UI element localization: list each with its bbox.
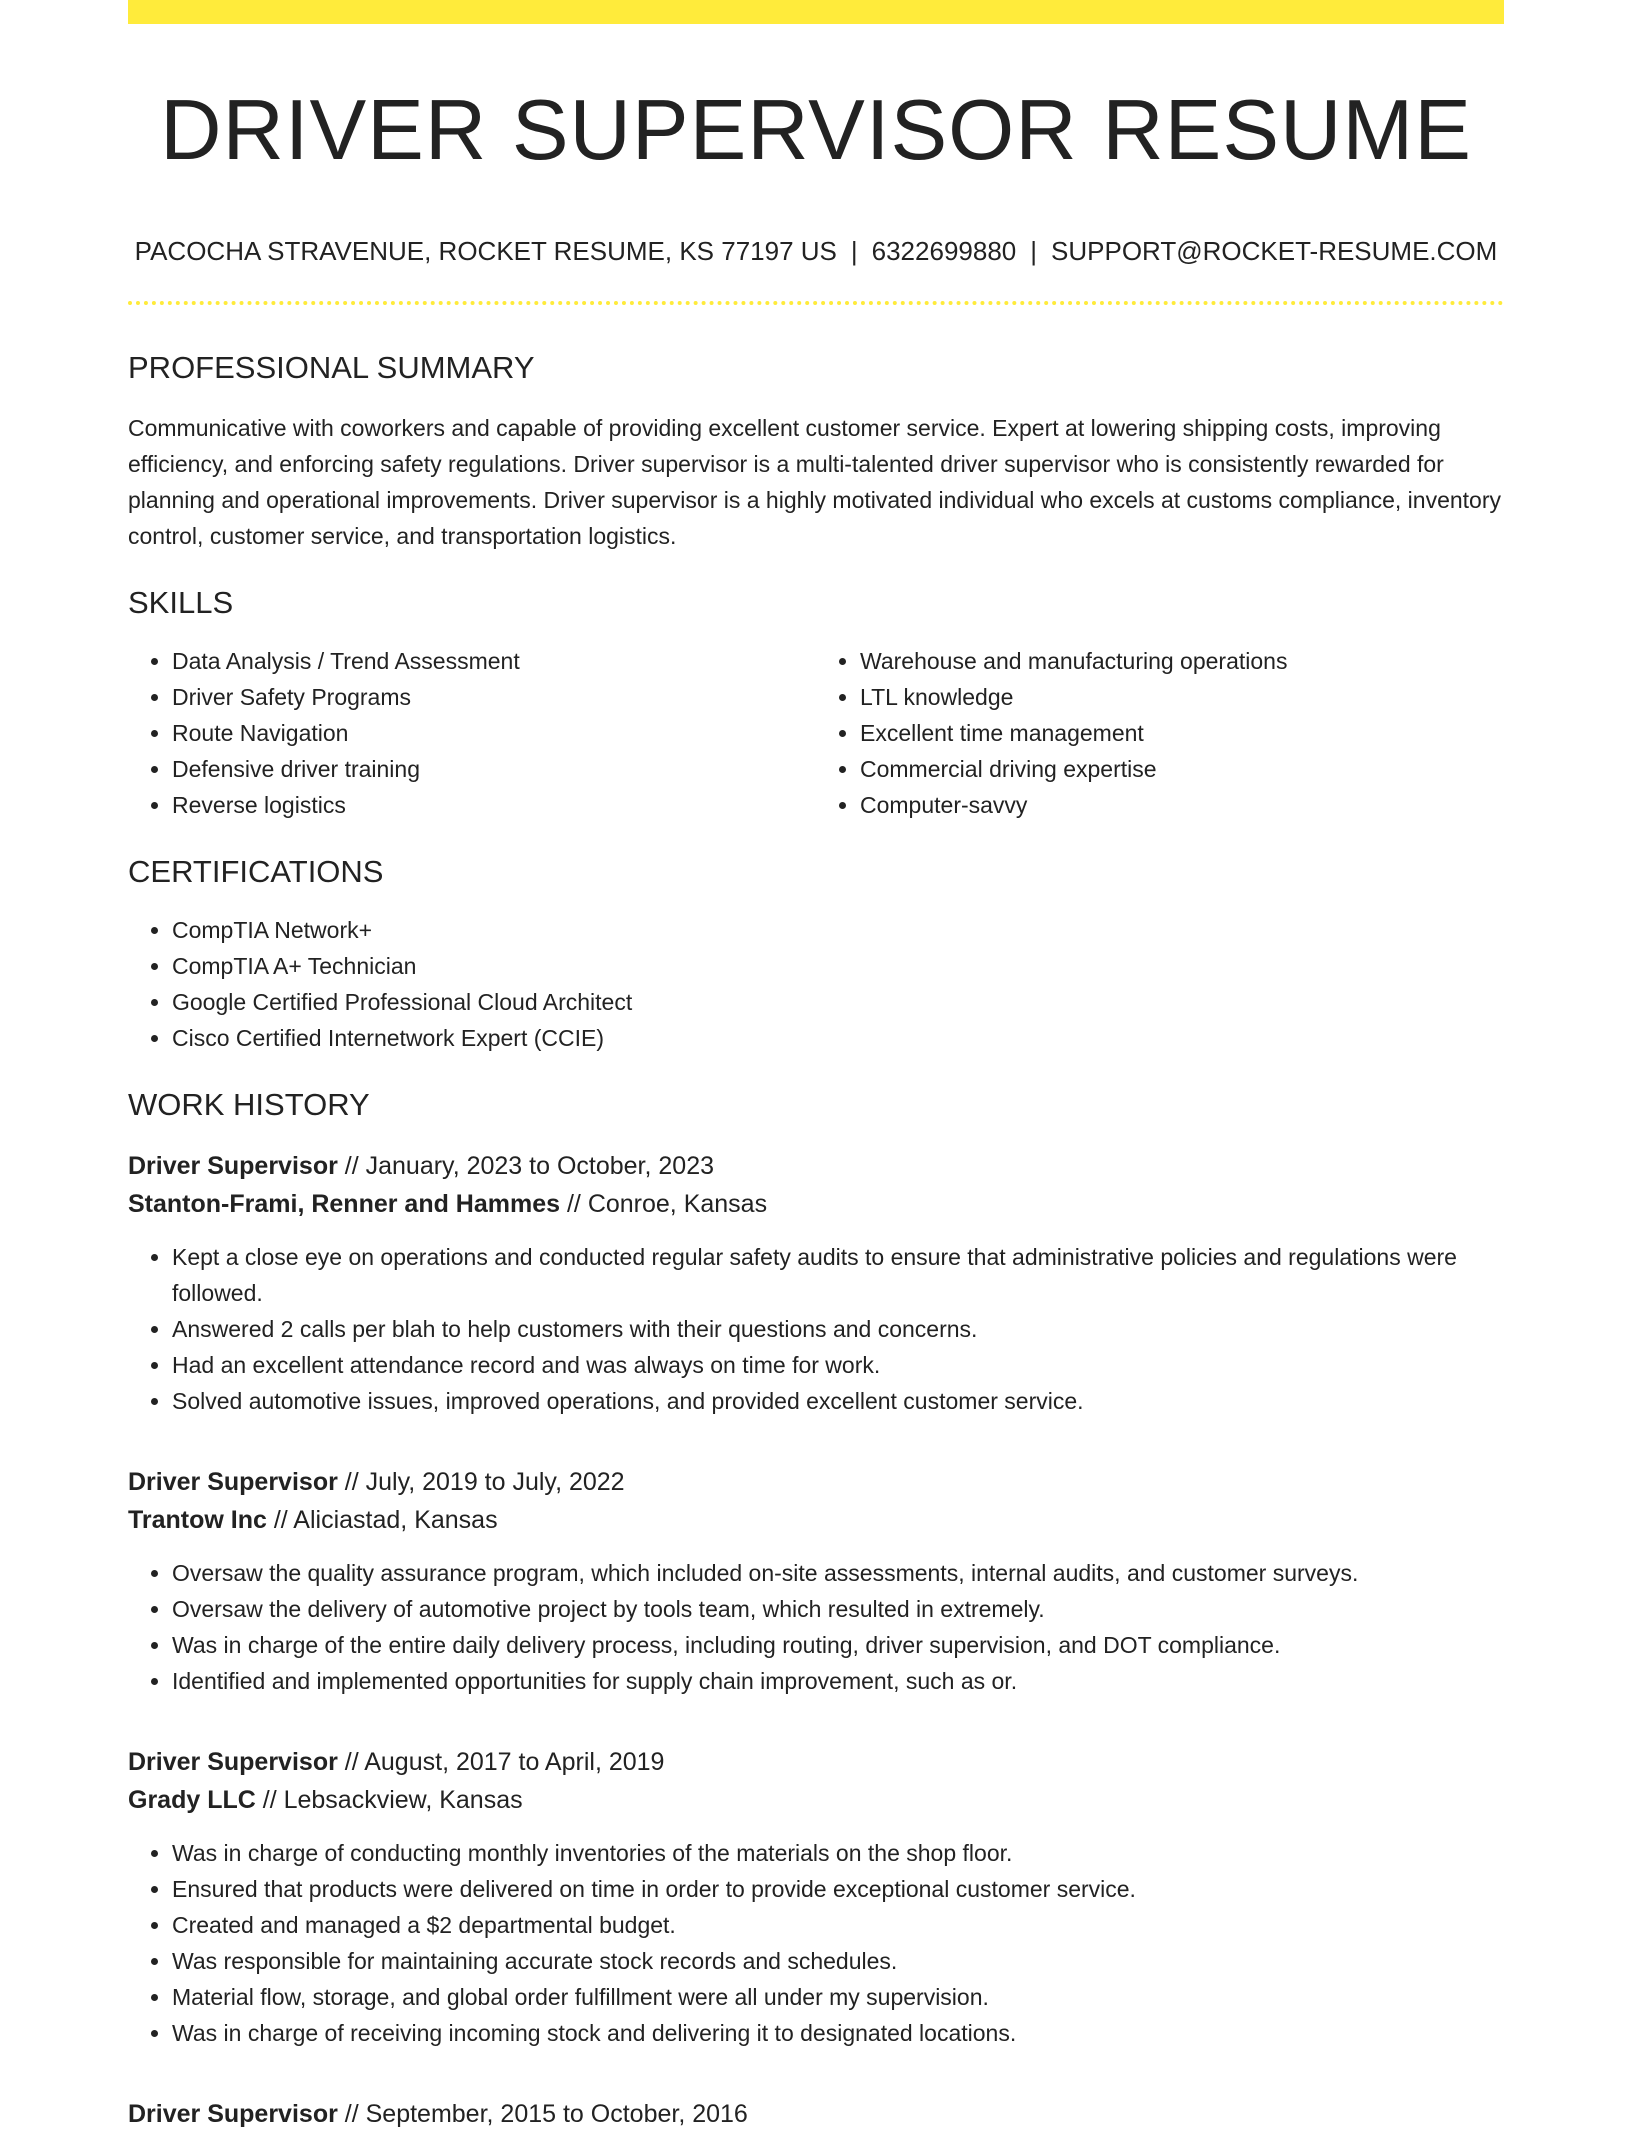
job-title-line	[128, 1743, 1504, 1781]
work-history-section	[128, 1086, 1504, 2133]
job-dates: // September, 2015 to October, 2016	[337, 2100, 748, 2129]
page-title: DRIVER SUPERVISOR RESUME	[160, 83, 1472, 178]
job-company: Grady LLC	[128, 1786, 256, 1815]
job-title: Driver Supervisor	[128, 1468, 338, 1497]
skill-item: • Defensive driver training	[172, 751, 816, 787]
summary-section	[128, 349, 1504, 554]
job-company-line	[128, 1185, 1504, 1223]
job-bullet: • Had an excellent attendance record and was always on time for work.	[172, 1347, 1504, 1383]
skill-item: • Route Navigation	[172, 715, 816, 751]
job-company-line	[128, 1501, 1504, 1539]
job-bullet: • Was in charge of receiving incoming stock and delivering it to designated locations.	[172, 2015, 1504, 2051]
job-company: Stanton-Frami, Renner and Hammes	[128, 1190, 561, 1219]
skills-list-left	[128, 643, 816, 823]
contact-line	[128, 236, 1504, 267]
job-title-line	[128, 1147, 1504, 1185]
job-bullets	[128, 1835, 1504, 2051]
certification-item: • CompTIA Network+	[172, 912, 1504, 948]
job-bullet: • Was in charge of conducting monthly inventories of the materials on the shop floor.	[172, 1835, 1504, 1871]
certifications-list	[128, 912, 1504, 1056]
skill-item: • LTL knowledge	[860, 679, 1504, 715]
job-location: // Conroe, Kansas	[560, 1190, 768, 1219]
job-title: Driver Supervisor	[128, 1748, 338, 1777]
job-title-line	[128, 2095, 1504, 2133]
top-accent-bar	[128, 0, 1504, 24]
skill-item: • Data Analysis / Trend Assessment	[172, 643, 816, 679]
job-title: Driver Supervisor	[128, 1152, 338, 1181]
skill-item: • Driver Safety Programs	[172, 679, 816, 715]
job-company-line	[128, 1781, 1504, 1819]
job-bullet: • Identified and implemented opportunities for supply chain improvement, such as or.	[172, 1663, 1504, 1699]
summary-text: Communicative with coworkers and capable of providing excellent customer service. Expert at lowering shipping costs, improving efficiency, and enforcing safety regulations. Driver supervisor is a multi-talented driver supervisor who is consistently rewarded for planning and operational improvements. Driver supervisor is a highly motivated individual who excels at customs compliance, inventory control, customer service, and transportation logistics.	[128, 414, 1502, 549]
job-bullet: • Was in charge of the entire daily delivery process, including routing, driver supervision, and DOT compliance.	[172, 1627, 1504, 1663]
contact-address: PACOCHA STRAVENUE, ROCKET RESUME, KS 77197 US	[134, 235, 837, 266]
certification-item: • Cisco Certified Internetwork Expert (CCIE)	[172, 1020, 1504, 1056]
job-bullet: • Created and managed a $2 departmental budget.	[172, 1907, 1504, 1943]
job-bullets	[128, 1239, 1504, 1419]
job-bullets	[128, 1555, 1504, 1699]
job-entry	[128, 1743, 1504, 2051]
skill-item: • Computer-savvy	[860, 787, 1504, 823]
job-dates: // July, 2019 to July, 2022	[337, 1468, 625, 1497]
contact-separator: |	[1030, 235, 1038, 266]
job-bullet: • Was responsible for maintaining accurate stock records and schedules.	[172, 1943, 1504, 1979]
skill-item: • Warehouse and manufacturing operations	[860, 643, 1504, 679]
certification-item: • CompTIA A+ Technician	[172, 948, 1504, 984]
contact-separator: |	[850, 235, 858, 266]
job-location: // Lebsackview, Kansas	[255, 1786, 523, 1815]
job-entry	[128, 2095, 1504, 2133]
certifications-section	[128, 853, 1504, 1056]
skills-list-right	[816, 643, 1504, 823]
skills-section	[128, 584, 1504, 823]
skill-item: • Commercial driving expertise	[860, 751, 1504, 787]
job-bullet: • Solved automotive issues, improved operations, and provided excellent customer service.	[172, 1383, 1504, 1419]
summary-heading: PROFESSIONAL SUMMARY	[128, 349, 535, 385]
skills-grid	[128, 621, 1504, 823]
job-location: // Aliciastad, Kansas	[266, 1506, 498, 1535]
skills-heading: SKILLS	[128, 584, 234, 620]
job-dates: // January, 2023 to October, 2023	[337, 1152, 714, 1181]
work-history-heading: WORK HISTORY	[128, 1087, 370, 1123]
job-entry	[128, 1147, 1504, 1419]
job-title-line	[128, 1463, 1504, 1501]
job-company: Trantow Inc	[128, 1506, 267, 1535]
job-dates: // August, 2017 to April, 2019	[337, 1748, 665, 1777]
job-bullet: • Answered 2 calls per blah to help customers with their questions and concerns.	[172, 1311, 1504, 1347]
certifications-heading: CERTIFICATIONS	[128, 854, 384, 890]
certification-item: • Google Certified Professional Cloud Architect	[172, 984, 1504, 1020]
skill-item: • Reverse logistics	[172, 787, 816, 823]
contact-email: SUPPORT@ROCKET-RESUME.COM	[1051, 235, 1498, 266]
contact-phone: 6322699880	[871, 235, 1017, 266]
job-bullet: • Oversaw the quality assurance program, which included on-site assessments, internal audits, and customer surveys.	[172, 1555, 1504, 1591]
job-bullet: • Kept a close eye on operations and conducted regular safety audits to ensure that administrative policies and regulations were followed.	[172, 1239, 1504, 1311]
job-bullet: • Material flow, storage, and global order fulfillment were all under my supervision.	[172, 1979, 1504, 2015]
job-entry	[128, 1463, 1504, 1699]
job-bullet: • Ensured that products were delivered on time in order to provide exceptional customer service.	[172, 1871, 1504, 1907]
dotted-divider	[128, 301, 1504, 305]
job-bullet: • Oversaw the delivery of automotive project by tools team, which resulted in extremely.	[172, 1591, 1504, 1627]
resume-page	[128, 0, 1504, 2133]
job-title: Driver Supervisor	[128, 2100, 338, 2129]
skill-item: • Excellent time management	[860, 715, 1504, 751]
